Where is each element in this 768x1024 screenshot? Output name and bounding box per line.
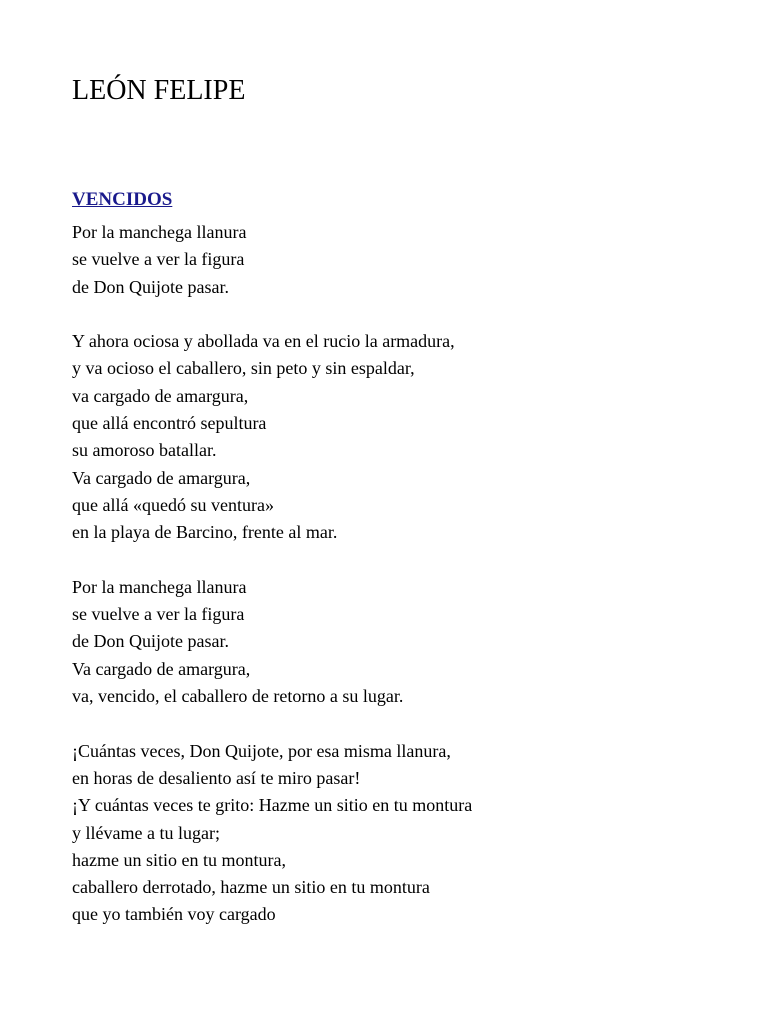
author-heading: LEÓN FELIPE bbox=[72, 75, 246, 106]
poem-line: Por la manchega llanura bbox=[72, 576, 247, 597]
poem-stanza bbox=[72, 574, 472, 710]
poem-line: Y ahora ociosa y abollada va en el rucio la armadura, bbox=[72, 331, 455, 352]
poem-line: va, vencido, el caballero de retorno a su lugar. bbox=[72, 686, 404, 707]
poem-line: que allá encontró sepultura bbox=[72, 413, 267, 434]
poem-line: va cargado de amargura, bbox=[72, 385, 249, 406]
poem-line: Por la manchega llanura bbox=[72, 222, 247, 242]
poem-line: caballero derrotado, hazme un sitio en tu montura bbox=[72, 877, 430, 898]
poem-line: y va ocioso el caballero, sin peto y sin espaldar, bbox=[72, 358, 415, 379]
poem-line: de Don Quijote pasar. bbox=[72, 631, 229, 652]
poem-stanza bbox=[72, 738, 472, 929]
poem-line: su amoroso batallar. bbox=[72, 440, 217, 461]
poem-line: se vuelve a ver la figura bbox=[72, 249, 245, 270]
poem-body bbox=[72, 219, 472, 956]
poem-line: Va cargado de amargura, bbox=[72, 467, 251, 488]
poem-line: se vuelve a ver la figura bbox=[72, 604, 245, 625]
poem-line: en horas de desaliento así te miro pasar! bbox=[72, 767, 361, 788]
poem-line: de Don Quijote pasar. bbox=[72, 276, 229, 297]
poem-line: en la playa de Barcino, frente al mar. bbox=[72, 522, 338, 543]
poem-stanza bbox=[72, 219, 472, 301]
poem-line: y llévame a tu lugar; bbox=[72, 822, 220, 843]
poem-stanza bbox=[72, 328, 472, 546]
poem-line: ¡Cuántas veces, Don Quijote, por esa misma llanura, bbox=[72, 740, 451, 761]
poem-line: Va cargado de amargura, bbox=[72, 658, 251, 679]
poem-line: que allá «quedó su ventura» bbox=[72, 494, 274, 515]
poem-line: hazme un sitio en tu montura, bbox=[72, 849, 286, 870]
poem-line: ¡Y cuántas veces te grito: Hazme un sitio en tu montura bbox=[72, 795, 473, 816]
poem-title-link[interactable]: VENCIDOS bbox=[72, 189, 173, 210]
poem-line: que yo también voy cargado bbox=[72, 904, 276, 925]
